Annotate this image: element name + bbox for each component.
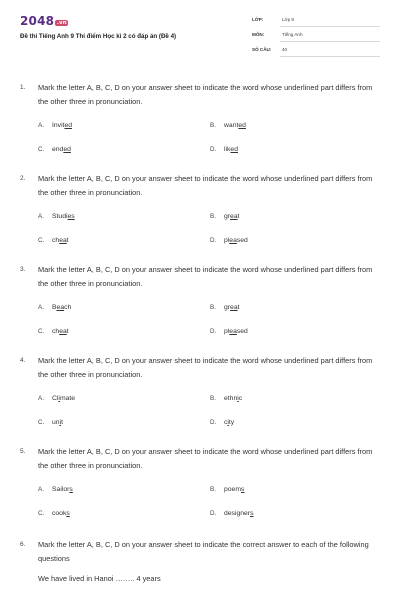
option-letter: A.	[38, 395, 44, 402]
question-number: 1.	[20, 84, 26, 91]
question-sentence: We have lived in Hanoi …….. 4 years	[38, 574, 161, 583]
question-6	[20, 541, 380, 591]
option-word: pl	[224, 328, 230, 335]
question-4	[20, 357, 380, 437]
option-a[interactable]	[38, 304, 71, 311]
option-letter: D.	[210, 146, 217, 153]
option-b[interactable]	[210, 304, 240, 311]
option-word: gr	[224, 213, 231, 220]
option-letter: D.	[210, 419, 217, 426]
question-number: 5.	[20, 448, 26, 455]
option-b[interactable]	[210, 213, 240, 220]
option-word-end: sed	[236, 328, 248, 335]
option-word: B	[52, 304, 57, 311]
meta-divider	[280, 26, 380, 27]
option-word: c	[224, 419, 228, 426]
option-underlined: ea	[59, 237, 67, 244]
option-word-end: mate	[59, 395, 76, 402]
option-c[interactable]	[38, 419, 63, 426]
question-number: 3.	[20, 266, 26, 273]
document-header	[0, 0, 400, 66]
option-word: gr	[224, 304, 231, 311]
option-underlined: ea	[230, 304, 238, 311]
option-word: end	[52, 146, 64, 153]
meta-divider	[280, 41, 380, 42]
option-underlined: s	[250, 510, 254, 517]
option-letter: C.	[38, 146, 45, 153]
option-c[interactable]	[38, 328, 69, 335]
option-underlined: i	[59, 419, 62, 426]
option-letter: C.	[38, 328, 45, 335]
meta-class-row	[252, 17, 380, 29]
question-text: Mark the letter A, B, C, D on your answer sheet to indicate the word whose underlined part differs from the other three in pronunciation.	[38, 265, 373, 288]
meta-count-label: SỐ CÂU:	[252, 47, 272, 52]
question-1	[20, 84, 380, 164]
question-number: 6.	[20, 541, 26, 548]
option-word: Studi	[52, 213, 68, 220]
option-word-end: t	[237, 213, 240, 220]
option-letter: D.	[210, 237, 217, 244]
option-b[interactable]	[210, 395, 242, 402]
question-2	[20, 175, 380, 255]
option-word: Invit	[52, 122, 65, 129]
option-underlined: i	[237, 395, 239, 402]
option-underlined: ea	[229, 328, 237, 335]
option-d[interactable]	[210, 419, 234, 426]
option-letter: A.	[38, 486, 44, 493]
meta-subject-row	[252, 32, 380, 44]
option-underlined: s	[69, 486, 73, 493]
option-c[interactable]	[38, 237, 69, 244]
option-underlined: ea	[56, 304, 65, 311]
option-word-end: ty	[228, 419, 235, 426]
option-a[interactable]	[38, 122, 72, 129]
option-word: ch	[52, 237, 60, 244]
meta-divider	[280, 56, 380, 57]
option-underlined: ea	[59, 328, 67, 335]
option-underlined: ed	[64, 122, 73, 129]
option-c[interactable]	[38, 510, 70, 517]
option-word: want	[224, 122, 239, 129]
option-d[interactable]	[210, 510, 253, 517]
option-word: cook	[52, 510, 67, 517]
option-letter: A.	[38, 213, 44, 220]
option-word: poem	[224, 486, 242, 493]
option-b[interactable]	[210, 122, 246, 129]
option-underlined: ed	[230, 146, 238, 153]
document-title: Đề thi Tiếng Anh 9 Thí điểm Học kì 2 có đáp án (Đề 4)	[20, 33, 177, 40]
option-word: Sailor	[52, 486, 70, 493]
question-text: Mark the letter A, B, C, D on your answer sheet to indicate the word whose underlined part differs from the other three in pronunciation.	[38, 356, 373, 379]
option-d[interactable]	[210, 237, 248, 244]
question-5	[20, 448, 380, 528]
option-word: un	[52, 419, 60, 426]
option-word-end: t	[66, 328, 69, 335]
logo-text: 2048	[20, 14, 55, 28]
option-c[interactable]	[38, 146, 71, 153]
meta-class-label: LỚP:	[252, 17, 264, 22]
option-a[interactable]	[38, 213, 75, 220]
option-word-end: sed	[236, 237, 248, 244]
option-d[interactable]	[210, 146, 238, 153]
option-word: designer	[224, 510, 251, 517]
meta-subject-label: MÔN:	[252, 32, 265, 37]
option-word: lik	[224, 146, 231, 153]
option-letter: A.	[38, 304, 44, 311]
option-word: ethn	[224, 395, 238, 402]
option-b[interactable]	[210, 486, 244, 493]
option-underlined: s	[241, 486, 245, 493]
option-letter: B.	[210, 213, 216, 220]
option-word: Cl	[52, 395, 59, 402]
option-underlined: s	[66, 510, 70, 517]
option-a[interactable]	[38, 486, 73, 493]
meta-count-row	[252, 47, 380, 59]
question-text: Mark the letter A, B, C, D on your answer sheet to indicate the word whose underlined part differs from the other three in pronunciation.	[38, 83, 373, 106]
question-text: Mark the letter A, B, C, D on your answer sheet to indicate the word whose underlined part differs from the other three in pronunciation.	[38, 447, 373, 470]
question-3	[20, 266, 380, 346]
option-underlined: ea	[229, 237, 237, 244]
option-word: ch	[52, 328, 60, 335]
option-word-end: ch	[64, 304, 72, 311]
option-word-end: t	[237, 304, 240, 311]
question-text: Mark the letter A, B, C, D on your answer sheet to indicate the correct answer to each of the following questions	[38, 540, 369, 563]
option-letter: B.	[210, 304, 216, 311]
option-letter: B.	[210, 486, 216, 493]
option-underlined: ed	[238, 122, 246, 129]
option-letter: D.	[210, 510, 217, 517]
option-letter: C.	[38, 510, 45, 517]
question-text: Mark the letter A, B, C, D on your answer sheet to indicate the word whose underlined part differs from the other three in pronunciation.	[38, 174, 373, 197]
option-underlined: ea	[230, 213, 238, 220]
option-word: pl	[224, 237, 230, 244]
option-letter: D.	[210, 328, 217, 335]
option-word-end: t	[66, 237, 69, 244]
meta-subject-value: Tiếng Anh	[282, 32, 303, 37]
option-word-end: t	[61, 419, 63, 426]
option-underlined: i	[58, 395, 60, 402]
option-a[interactable]	[38, 395, 75, 402]
question-number: 4.	[20, 357, 26, 364]
option-word-end: c	[238, 395, 243, 402]
question-number: 2.	[20, 175, 26, 182]
option-underlined: ed	[63, 146, 71, 153]
option-letter: C.	[38, 419, 45, 426]
option-letter: B.	[210, 122, 216, 129]
meta-class-value: Lớp 9	[282, 17, 294, 22]
site-logo[interactable]	[20, 14, 68, 28]
option-letter: B.	[210, 395, 216, 402]
option-underlined: es	[67, 213, 75, 220]
meta-count-value: 40	[282, 47, 288, 52]
option-letter: C.	[38, 237, 45, 244]
option-letter: A.	[38, 122, 44, 129]
option-d[interactable]	[210, 328, 248, 335]
option-underlined: i	[227, 419, 229, 426]
logo-suffix: .vn	[56, 20, 67, 26]
